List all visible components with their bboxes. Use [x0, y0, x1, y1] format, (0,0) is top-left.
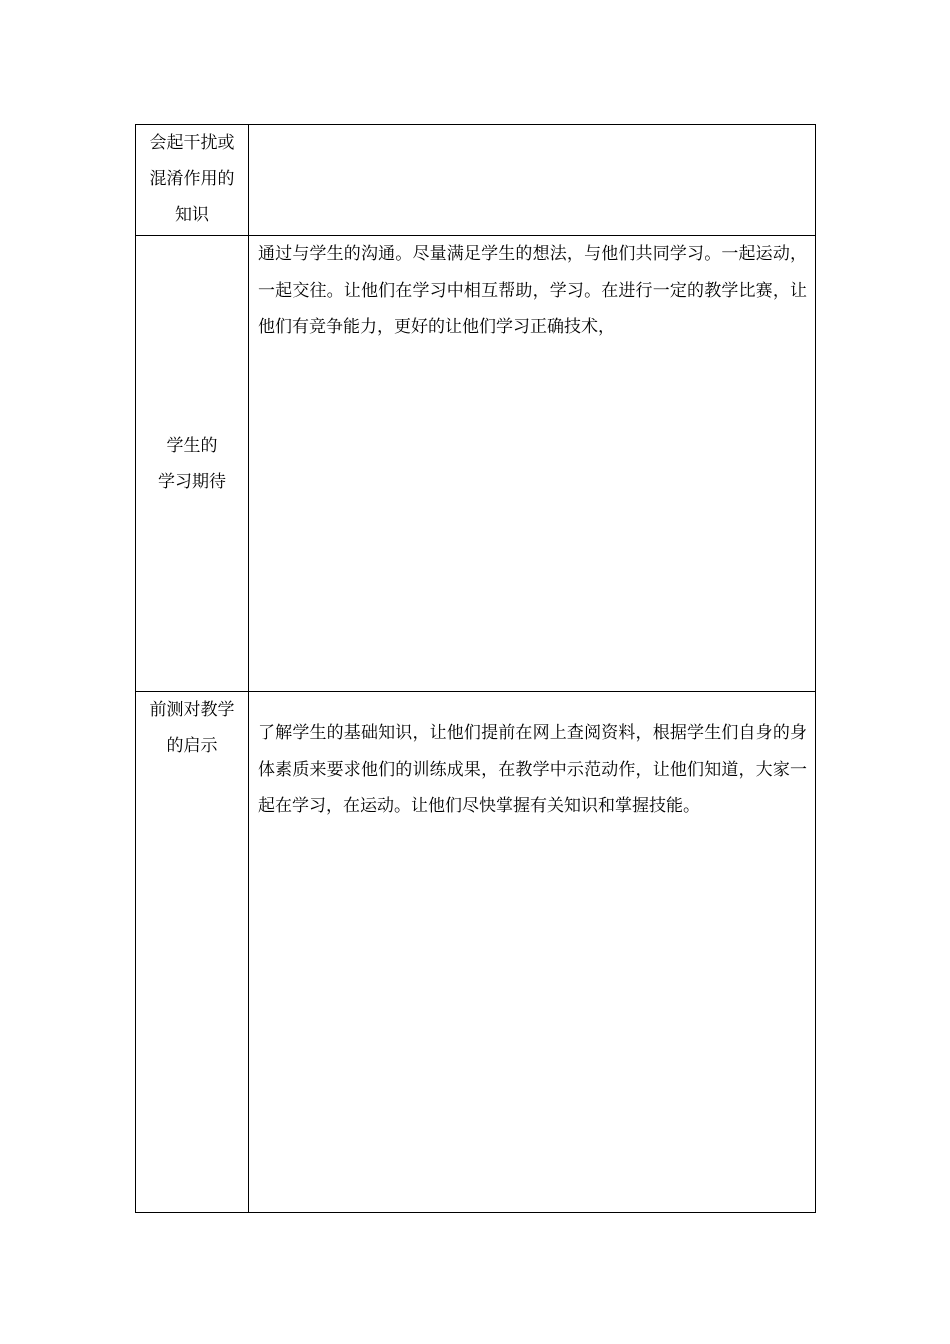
- table-row-pretest-implications: [136, 692, 816, 1213]
- table-row-interfering-knowledge: [136, 125, 816, 236]
- row-label: 会起干扰或 混淆作用的 知识: [149, 133, 235, 225]
- analysis-table: [135, 124, 816, 1213]
- row-label: 前测对教学 的启示: [149, 700, 235, 756]
- table-row-learning-expectations: [136, 236, 816, 692]
- row-label-cell: [136, 236, 249, 692]
- row-label-cell: [136, 125, 249, 236]
- row-label-cell: [136, 692, 249, 1213]
- row-content-cell: [249, 692, 816, 1213]
- row-label: 学生的 学习期待: [158, 435, 226, 492]
- row-content: 通过与学生的沟通。尽量满足学生的想法，与他们共同学习。一起运动，一起交往。让他们在学习中相互帮助，学习。在进行一定的教学比赛，让他们有竞争能力，更好的让他们学习正确技术，: [258, 244, 807, 337]
- row-content-cell: [249, 236, 816, 692]
- row-content: 了解学生的基础知识，让他们提前在网上查阅资料，根据学生们自身的身体素质来要求他们的训练成果，在教学中示范动作，让他们知道，大家一起在学习，在运动。让他们尽快掌握有关知识和掌握技能。: [258, 723, 807, 816]
- row-content-cell: [249, 125, 816, 236]
